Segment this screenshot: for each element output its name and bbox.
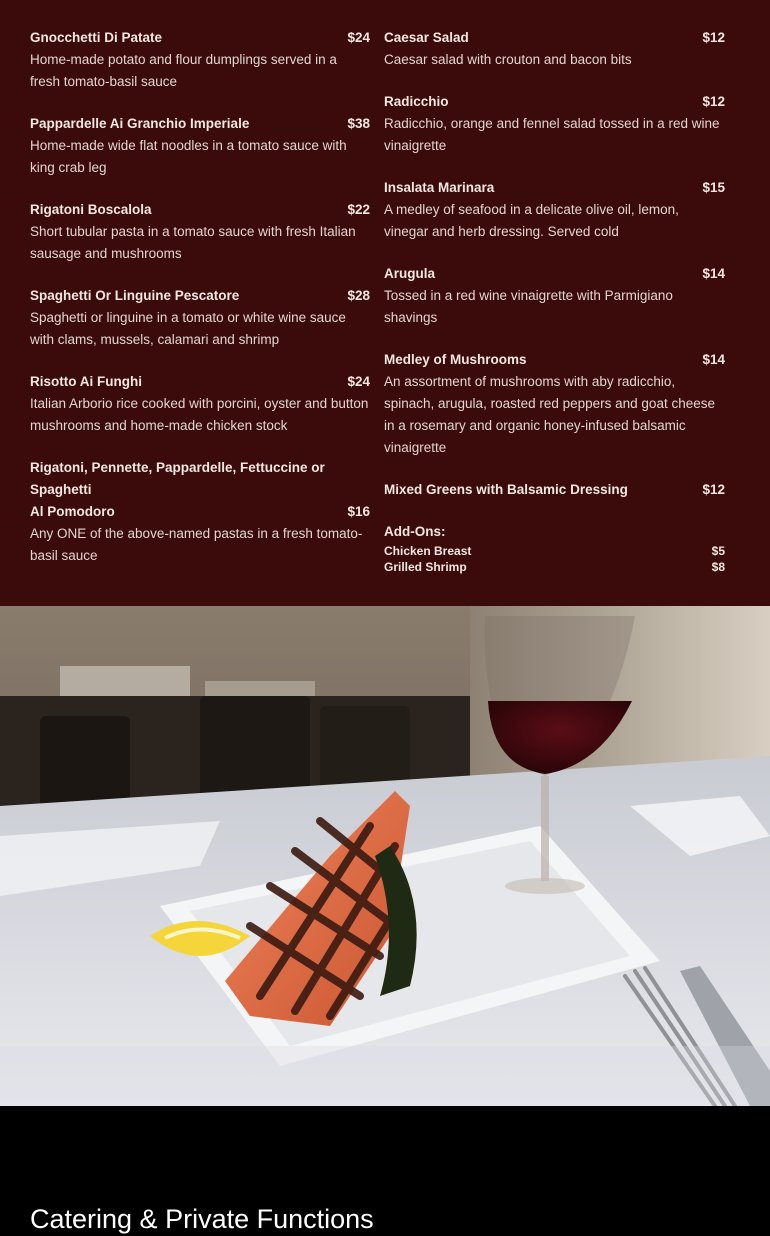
addon-row <box>384 559 725 575</box>
item-price: $16 <box>347 504 370 519</box>
addons-title: Add-Ons: <box>384 524 446 539</box>
item-name: Arugula <box>384 266 436 281</box>
item-price: $14 <box>702 266 725 281</box>
item-description: A medley of seafood in a delicate olive oil, lemon, vinegar and herb dressing. Served cold <box>384 202 679 239</box>
item-name: Caesar Salad <box>384 30 469 45</box>
item-description: Caesar salad with crouton and bacon bits <box>384 52 632 67</box>
menu-item <box>30 285 370 351</box>
salad-column <box>384 27 725 575</box>
salmon-dish-photo <box>0 606 770 1106</box>
menu-item <box>384 479 725 501</box>
menu-item <box>384 263 725 329</box>
menu-item <box>30 27 370 93</box>
item-price: $12 <box>702 482 725 497</box>
item-name: Spaghetti Or Linguine Pescatore <box>30 288 240 303</box>
menu-item-pasta-choice <box>30 457 370 567</box>
item-description: Italian Arborio rice cooked with porcini, oyster and button mushrooms and home-made chicken stock <box>30 396 369 433</box>
item-name: Gnocchetti Di Patate <box>30 30 163 45</box>
item-name: Medley of Mushrooms <box>384 352 527 367</box>
addons-block <box>384 521 725 575</box>
item-description: Short tubular pasta in a tomato sauce with fresh Italian sausage and mushrooms <box>30 224 356 261</box>
item-description: Home-made potato and flour dumplings served in a fresh tomato-basil sauce <box>30 52 337 89</box>
item-price: $38 <box>347 116 370 131</box>
item-name: Rigatoni, Pennette, Pappardelle, Fettuccine or Spaghetti <box>30 460 325 497</box>
item-price: $14 <box>702 352 725 367</box>
menu-item <box>384 27 725 71</box>
item-price: $12 <box>702 30 725 45</box>
addon-price: $8 <box>711 560 725 574</box>
footer-band <box>0 1106 770 1234</box>
item-price: $22 <box>347 202 370 217</box>
catering-heading: Catering & Private Functions <box>30 1204 374 1234</box>
item-price: $12 <box>702 94 725 109</box>
menu-item <box>30 199 370 265</box>
item-description: Tossed in a red wine vinaigrette with Parmigiano shavings <box>384 288 673 325</box>
item-name: Pappardelle Ai Granchio Imperiale <box>30 116 250 131</box>
pasta-column <box>30 27 370 587</box>
item-description: Spaghetti or linguine in a tomato or white wine sauce with clams, mussels, calamari and shrimp <box>30 310 346 347</box>
menu-item <box>30 113 370 179</box>
item-description: Any ONE of the above-named pastas in a fresh tomato-basil sauce <box>30 526 363 563</box>
item-description: Home-made wide flat noodles in a tomato sauce with king crab leg <box>30 138 347 175</box>
item-price: $24 <box>347 374 370 389</box>
addon-name: Grilled Shrimp <box>384 560 467 574</box>
menu-item <box>384 91 725 157</box>
item-description: An assortment of mushrooms with aby radicchio, spinach, arugula, roasted red peppers and goat cheese in a rosemary and organic honey-infused balsamic vinaigrette <box>384 374 715 455</box>
menu-item <box>30 371 370 437</box>
item-price: $15 <box>702 180 725 195</box>
item-name: Mixed Greens with Balsamic Dressing <box>384 482 628 497</box>
menu-item <box>384 177 725 243</box>
item-name: Risotto Ai Funghi <box>30 374 142 389</box>
menu-item <box>384 349 725 459</box>
menu-section <box>0 0 770 606</box>
addon-row <box>384 543 725 559</box>
item-price: $28 <box>347 288 370 303</box>
item-description: Radicchio, orange and fennel salad tossed in a red wine vinaigrette <box>384 116 720 153</box>
addon-price: $5 <box>711 544 725 558</box>
addon-name: Chicken Breast <box>384 544 472 558</box>
item-name: Rigatoni Boscalola <box>30 202 152 217</box>
cutoff-text <box>384 0 724 4</box>
salmon-photo-illustration <box>0 606 770 1106</box>
item-price: $24 <box>347 30 370 45</box>
item-name: Radicchio <box>384 94 449 109</box>
item-name-line2: Al Pomodoro <box>30 504 115 519</box>
item-name: Insalata Marinara <box>384 180 495 195</box>
